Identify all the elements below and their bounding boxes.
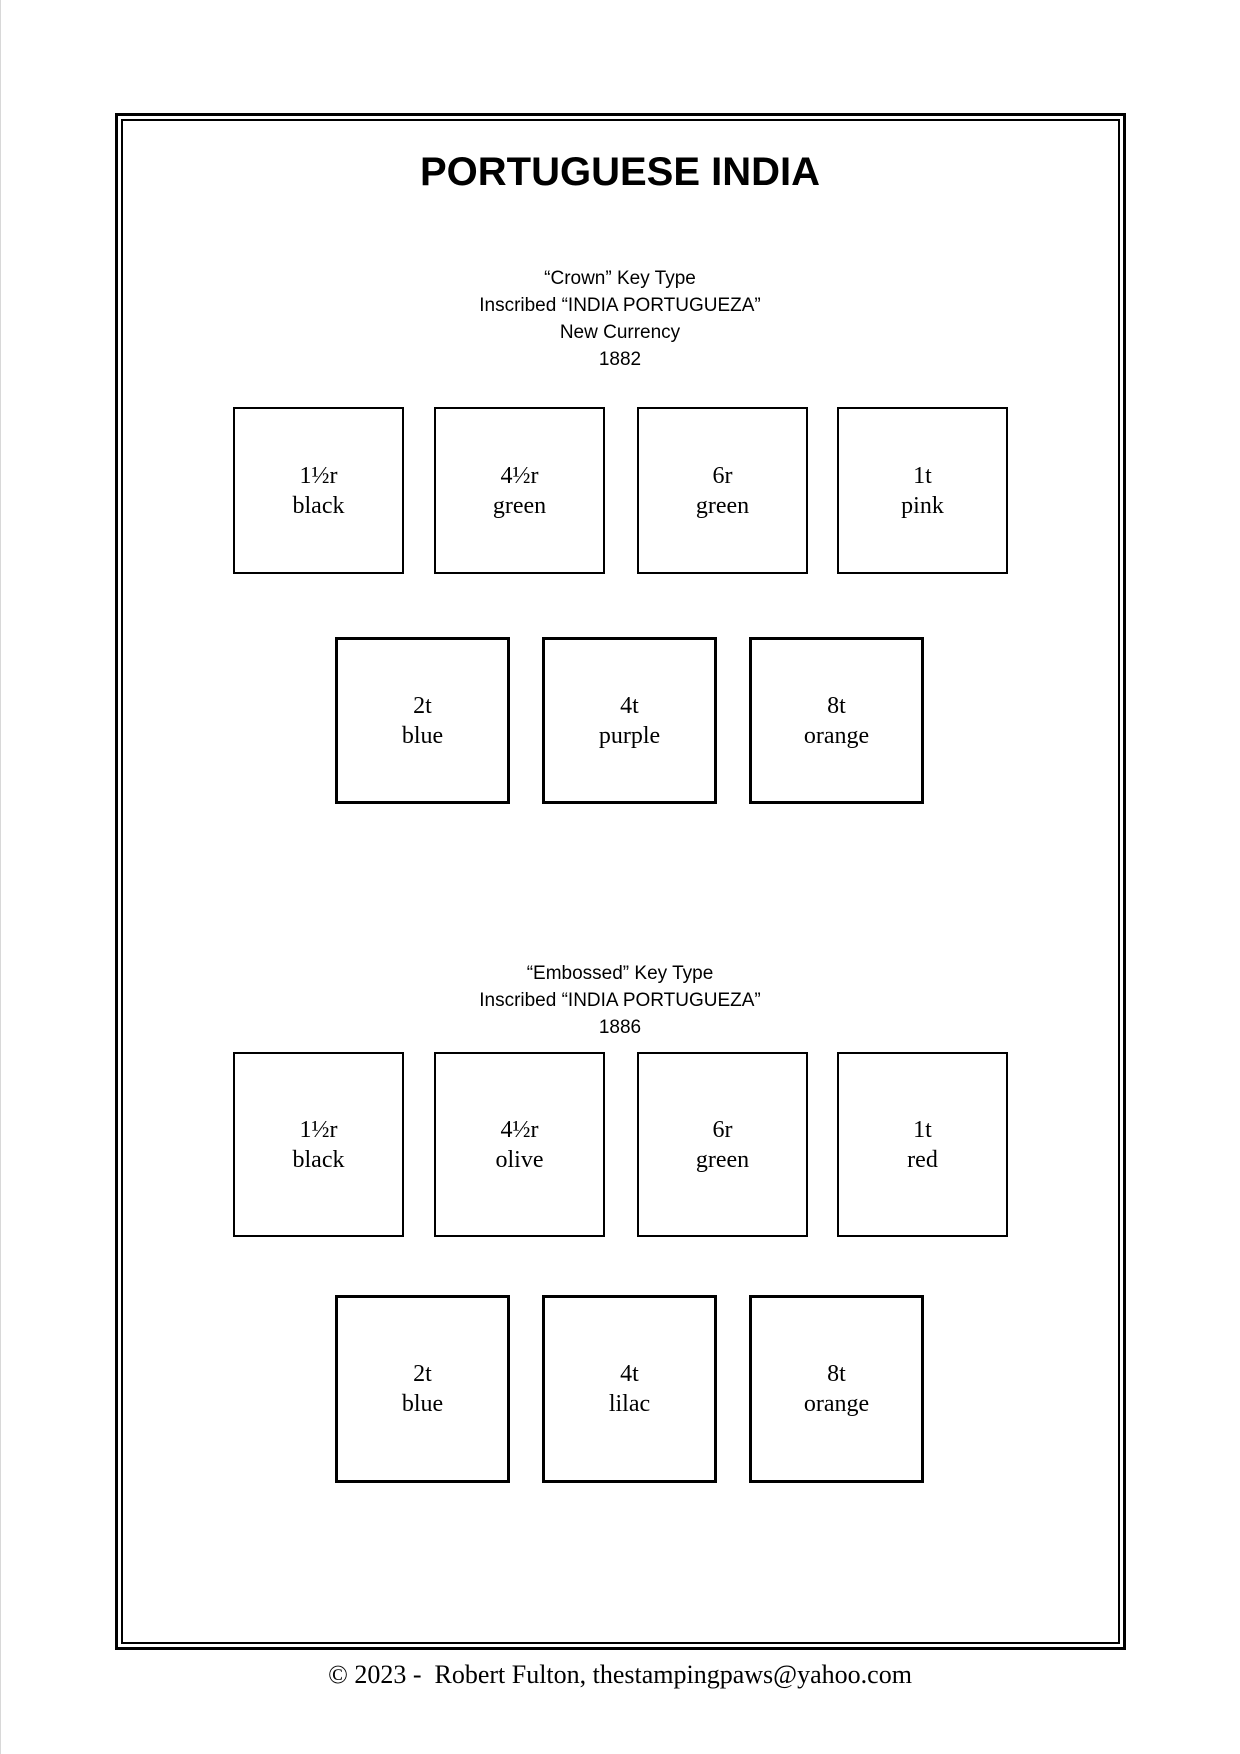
stamp-denomination: 2t bbox=[413, 692, 432, 719]
stamp-box bbox=[837, 1052, 1008, 1237]
stamp-box bbox=[434, 1052, 605, 1237]
section-1-header-line-1: “Crown” Key Type bbox=[544, 268, 696, 289]
stamp-color: orange bbox=[803, 722, 870, 749]
stamp-box bbox=[542, 1295, 717, 1483]
footer-credit: © 2023 - Robert Fulton, thestampingpaws@yahoo.com bbox=[328, 1660, 912, 1689]
scan-edge-artifact bbox=[0, 0, 1, 1754]
stamp-box bbox=[335, 1295, 510, 1483]
stamp-color: blue bbox=[401, 722, 444, 749]
stamp-denomination: 2t bbox=[413, 1361, 432, 1387]
stamp-denomination: 1t bbox=[913, 1116, 932, 1143]
stamp-color: green bbox=[492, 492, 547, 519]
stamp-color: green bbox=[695, 492, 750, 519]
section-1-header-line-2: Inscribed “INDIA PORTUGUEZA” bbox=[479, 295, 761, 316]
stamp-color: orange bbox=[803, 1391, 870, 1417]
stamp-denomination: 4t bbox=[620, 692, 639, 719]
stamp-color: lilac bbox=[608, 1391, 651, 1417]
stamp-denomination: 1t bbox=[913, 462, 932, 489]
stamp-color: green bbox=[695, 1146, 750, 1173]
stamp-denomination: 4t bbox=[620, 1361, 639, 1387]
stamp-denomination: 6r bbox=[712, 462, 733, 489]
section-1-header-line-3: New Currency bbox=[559, 322, 681, 343]
stamp-box bbox=[335, 637, 510, 804]
stamp-denomination: 6r bbox=[712, 1116, 733, 1143]
page-title: PORTUGUESE INDIA bbox=[419, 150, 821, 194]
stamp-color: black bbox=[292, 492, 345, 519]
stamp-color: purple bbox=[598, 722, 661, 749]
stamp-denomination: 1½r bbox=[299, 462, 338, 489]
stamp-box bbox=[233, 1052, 404, 1237]
stamp-color: pink bbox=[901, 492, 944, 519]
stamp-color: blue bbox=[401, 1391, 444, 1417]
stamp-denomination: 1½r bbox=[299, 1116, 338, 1143]
section-2-header bbox=[0, 960, 1240, 1041]
stamp-denomination: 4½r bbox=[500, 462, 539, 489]
section-1-header bbox=[0, 265, 1240, 373]
stamp-denomination: 4½r bbox=[500, 1116, 539, 1143]
stamp-box bbox=[749, 1295, 924, 1483]
stamp-denomination: 8t bbox=[827, 692, 846, 719]
stamp-box bbox=[637, 1052, 808, 1237]
stamp-box bbox=[434, 407, 605, 574]
stamp-box bbox=[749, 637, 924, 804]
stamp-box bbox=[637, 407, 808, 574]
section-1-header-line-4: 1882 bbox=[598, 349, 642, 370]
stamp-denomination: 8t bbox=[827, 1361, 846, 1387]
stamp-box bbox=[542, 637, 717, 804]
stamp-color: black bbox=[292, 1146, 345, 1173]
stamp-box bbox=[837, 407, 1008, 574]
stamp-color: red bbox=[907, 1146, 938, 1173]
stamp-box bbox=[233, 407, 404, 574]
section-2-header-line-2: Inscribed “INDIA PORTUGUEZA” bbox=[479, 990, 761, 1011]
stamp-color: olive bbox=[495, 1146, 544, 1173]
section-2-header-line-3: 1886 bbox=[598, 1017, 642, 1038]
section-2-header-line-1: “Embossed” Key Type bbox=[526, 963, 714, 984]
